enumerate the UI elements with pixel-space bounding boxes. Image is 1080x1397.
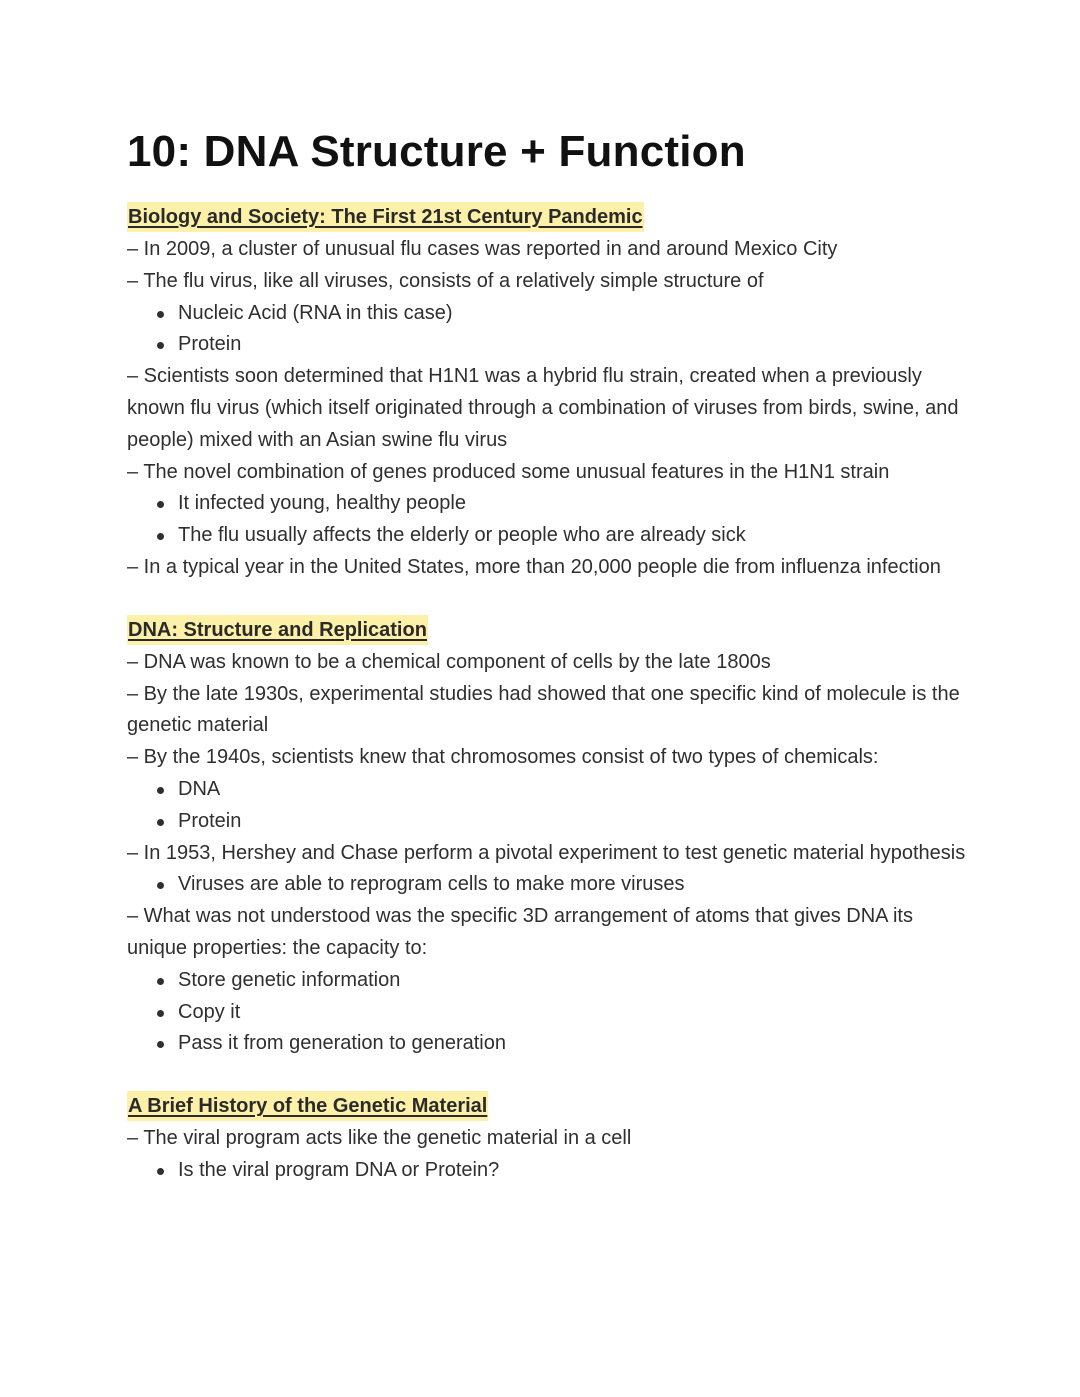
bullet-item: Protein [155, 329, 967, 361]
bullet-item: Pass it from generation to generation [155, 1028, 967, 1060]
bullet-item: Protein [155, 806, 967, 838]
bullet-item: Viruses are able to reprogram cells to make more viruses [155, 869, 967, 901]
note-line: – What was not understood was the specific 3D arrangement of atoms that gives DNA its unique properties: the capacity to: [127, 905, 913, 959]
section-brief-history [127, 1091, 967, 1187]
section-dna-structure-replication [127, 615, 967, 1060]
note-line: – In a typical year in the United States, more than 20,000 people die from influenza infection [127, 555, 941, 578]
bullet-item: It infected young, healthy people [155, 488, 967, 520]
note-line: – The novel combination of genes produced some unusual features in the H1N1 strain [127, 460, 890, 483]
bullet-item: Copy it [155, 997, 967, 1029]
bullet-list [127, 1155, 967, 1187]
bullet-item: Is the viral program DNA or Protein? [155, 1155, 967, 1187]
note-line: – By the 1940s, scientists knew that chromosomes consist of two types of chemicals: [127, 746, 879, 769]
bullet-list [127, 298, 967, 362]
page-title: 10: DNA Structure + Function [127, 127, 746, 176]
note-line: – In 2009, a cluster of unusual flu cases was reported in and around Mexico City [127, 238, 838, 260]
note-line: – The flu virus, like all viruses, consists of a relatively simple structure of [127, 269, 764, 292]
bullet-list [127, 965, 967, 1060]
bullet-list [127, 488, 967, 552]
note-line: – The viral program acts like the genetic material in a cell [127, 1127, 632, 1150]
bullet-list [127, 774, 967, 838]
bullet-list [127, 869, 967, 901]
note-line: – Scientists soon determined that H1N1 was a hybrid flu strain, created when a previously known flu virus (which itself originated through a combination of viruses from birds, swine, and people) mixed with an Asian swine flu virus [127, 365, 959, 451]
section-heading: A Brief History of the Genetic Material [127, 1091, 488, 1121]
section-biology-and-society [127, 202, 967, 584]
note-line: – DNA was known to be a chemical component of cells by the late 1800s [127, 650, 771, 673]
bullet-item: DNA [155, 774, 967, 806]
bullet-item: The flu usually affects the elderly or people who are already sick [155, 520, 967, 552]
section-heading: Biology and Society: The First 21st Century Pandemic [127, 202, 644, 232]
section-heading: DNA: Structure and Replication [127, 615, 428, 645]
note-line: – In 1953, Hershey and Chase perform a pivotal experiment to test genetic material hypothesis [127, 841, 966, 864]
bullet-item: Store genetic information [155, 965, 967, 997]
document-page [127, 122, 967, 1218]
bullet-item: Nucleic Acid (RNA in this case) [155, 298, 967, 330]
note-line: – By the late 1930s, experimental studies had showed that one specific kind of molecule is the genetic material [127, 682, 960, 737]
